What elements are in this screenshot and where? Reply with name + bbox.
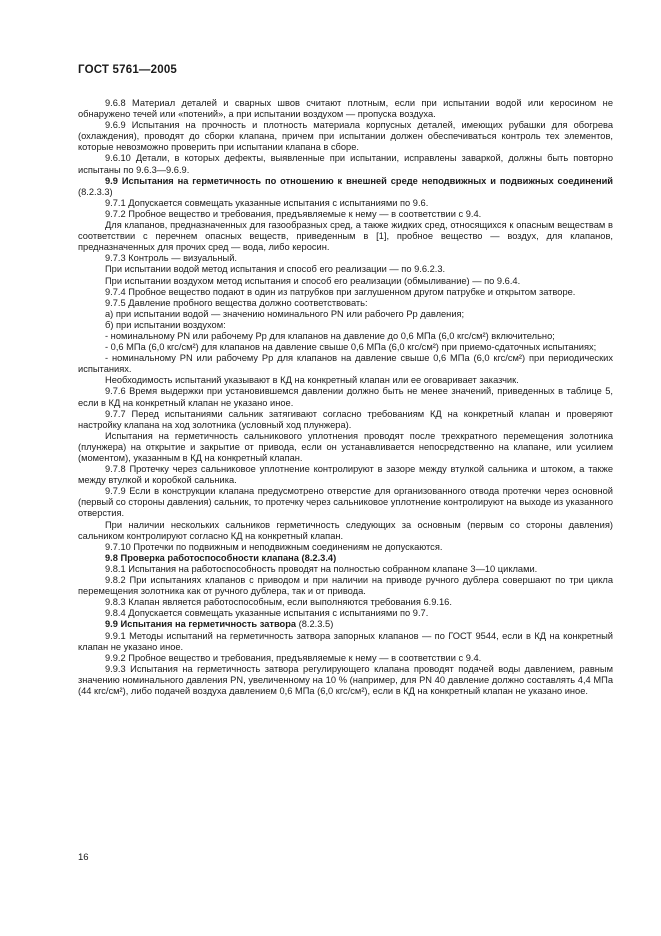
- paragraph: [78, 653, 613, 664]
- paragraph-text: 9.7.9 Если в конструкции клапана предусмотрено отверстие для организованного отвода протечки через основной (первый со стороны давления) сальник, то протечку через сальниковое уплотнение контролируют на выходе из указанного отверстия.: [78, 486, 613, 519]
- paragraph: [78, 486, 613, 519]
- paragraph-text: - 0,6 МПа (6,0 кгс/см²) для клапанов на давление свыше 0,6 МПа (6,0 кгс/см²) при приемо-сдаточных испытаниях;: [105, 342, 597, 353]
- paragraph-text: 9.8.4 Допускается совмещать указанные испытания с испытаниями по 9.7.: [105, 608, 429, 619]
- paragraph: [78, 253, 613, 264]
- section-heading: [78, 619, 613, 630]
- paragraph-text: 9.7.8 Протечку через сальниковое уплотнение контролируют в зазоре между втулкой сальника и штоком, а также между втулкой и коробкой сальника.: [78, 464, 613, 486]
- paragraph-text: 9.9.3 Испытания на герметичность затвора регулирующего клапана проводят подачей воды давлением, равным значению номинального давления PN, увеличенному на 10 % (например, для PN 40 давление должно составлять 4,4 МПа (44 кгс/см²), либо подачей воздуха давлением 0,6 МПа (6,0 кгс/см²), если в КД на конкретный клапан не указано иное.: [78, 663, 613, 696]
- paragraph: [78, 309, 613, 320]
- paragraph: [78, 98, 613, 120]
- paragraph: [78, 608, 613, 619]
- section-reference: (8.2.3.3): [78, 186, 113, 197]
- paragraph-text: 9.7.5 Давление пробного вещества должно соответствовать:: [105, 297, 368, 308]
- paragraph: [78, 264, 613, 275]
- paragraph: [78, 597, 613, 608]
- paragraph: [78, 520, 613, 542]
- paragraph-text: 9.9.2 Пробное вещество и требования, предъявляемые к нему — в соответствии с 9.4.: [105, 652, 482, 663]
- page-number: 16: [78, 852, 89, 863]
- paragraph-text: 9.8.2 При испытаниях клапанов с приводом и при наличии на приводе ручного дублера совершают по три цикла перемещения золотника как от ручного дублера, так и от привода.: [78, 575, 613, 597]
- paragraph: [78, 631, 613, 653]
- paragraph-text: б) при испытании воздухом:: [105, 319, 226, 330]
- paragraph-text: 9.8.1 Испытания на работоспособность проводят на полностью собранном клапане 3—10 циклами.: [105, 563, 538, 574]
- paragraph: [78, 575, 613, 597]
- paragraph-text: 9.7.7 Перед испытаниями сальник затягивают согласно требованиям КД на конкретный клапан и проверяют настройку клапана на ход золотника (условный ход плунжера).: [78, 408, 613, 430]
- paragraph-text: 9.7.2 Пробное вещество и требования, предъявляемые к нему — в соответствии с 9.4.: [105, 208, 482, 219]
- paragraph-text: 9.9 Испытания на герметичность по отношению к внешней среде неподвижных и подвижных соединений: [105, 175, 613, 186]
- paragraph: [78, 198, 613, 209]
- paragraph-text: 9.6.10 Детали, в которых дефекты, выявленные при испытании, исправлены заваркой, должны быть повторно испытаны по 9.6.3—9.6.9.: [78, 153, 613, 175]
- paragraph: [78, 409, 613, 431]
- paragraph-text: 9.7.6 Время выдержки при установившемся давлении должно быть не менее значений, приведенных в таблице 5, если в КД на конкретный клапан не указано иное.: [78, 386, 613, 408]
- paragraph: [78, 153, 613, 175]
- paragraph: [78, 342, 613, 353]
- paragraph-text: 9.9 Испытания на герметичность затвора: [105, 619, 297, 630]
- paragraph: [78, 331, 613, 342]
- paragraph: [78, 209, 613, 220]
- section-heading: [78, 553, 613, 564]
- paragraph: [78, 276, 613, 287]
- paragraph-text: Испытания на герметичность сальникового уплотнения проводят после трехкратного перемещения золотника (плунжера) на открытие и закрытие от привода, если он устанавливается непосредственно на клапане, или усилием (моментом), указанным в КД на конкретный клапан.: [78, 430, 613, 463]
- paragraph-text: 9.7.10 Протечки по подвижным и неподвижным соединениям не допускаются.: [105, 541, 443, 552]
- paragraph-text: Необходимость испытаний указывают в КД на конкретный клапан или ее оговаривает заказчик.: [105, 375, 519, 386]
- paragraph-text: 9.9.1 Методы испытаний на герметичность затвора запорных клапанов — по ГОСТ 9544, если в КД на конкретный клапан не указано иное.: [78, 630, 613, 652]
- paragraph: [78, 375, 613, 386]
- paragraph: [78, 464, 613, 486]
- paragraph-text: 9.7.4 Пробное вещество подают в один из патрубков при заглушенном другом патрубке и открытом затворе.: [105, 286, 576, 297]
- paragraph-text: 9.8.3 Клапан является работоспособным, если выполняются требования 6.9.16.: [105, 597, 452, 608]
- paragraph: [78, 664, 613, 697]
- paragraph-text: При наличии нескольких сальников герметичность следующих за основным (первым со стороны давления) сальником контролируют согласно КД на конкретный клапан.: [78, 519, 613, 541]
- paragraph-text: При испытании воздухом метод испытания и способ его реализации (обмыливание) — по 9.6.4.: [105, 275, 521, 286]
- section-reference: (8.2.3.5): [296, 619, 334, 630]
- paragraph: [78, 564, 613, 575]
- document-body: [78, 98, 613, 697]
- paragraph-text: а) при испытании водой — значению номинального PN или рабочего Pр давления;: [105, 308, 465, 319]
- paragraph-text: Для клапанов, предназначенных для газообразных сред, а также жидких сред, относящихся к опасным веществам в соответствии с перечнем опасных веществ, приведенным в [1], пробное вещество — воздух, для клапанов, предназначенных для прочих сред — вода, либо керосин.: [78, 220, 613, 253]
- paragraph-text: 9.7.1 Допускается совмещать указанные испытания с испытаниями по 9.6.: [105, 197, 429, 208]
- paragraph: [78, 386, 613, 408]
- paragraph: [78, 320, 613, 331]
- paragraph-text: 9.6.9 Испытания на прочность и плотность материала корпусных деталей, имеющих рубашки для обогрева (охлаждения), проводят до сборки клапана, причем при испытании должен обеспечиваться контроль тех элементов, которые невозможно проверить при испытании клапана в сборе.: [78, 120, 613, 153]
- paragraph-text: - номинальному PN или рабочему Pр для клапанов на давление свыше 0,6 МПа (6,0 кгс/см²) при периодических испытаниях.: [78, 353, 613, 375]
- paragraph-text: 9.8 Проверка работоспособности клапана (8.2.3.4): [105, 552, 337, 563]
- paragraph-text: 9.6.8 Материал деталей и сварных швов считают плотным, если при испытании водой или керосином не обнаружено течей или «потений», а при испытании воздухом — пропуска воздуха.: [78, 98, 613, 120]
- paragraph: [78, 287, 613, 298]
- paragraph: [78, 120, 613, 153]
- paragraph: [78, 431, 613, 464]
- paragraph-text: 9.7.3 Контроль — визуальный.: [105, 253, 237, 264]
- section-heading: [78, 176, 613, 198]
- paragraph: [78, 298, 613, 309]
- paragraph: [78, 353, 613, 375]
- document-header: ГОСТ 5761—2005: [78, 64, 178, 76]
- paragraph-text: - номинальному PN или рабочему Pр для клапанов на давление до 0,6 МПа (6,0 кгс/см²) включительно;: [105, 330, 555, 341]
- paragraph: [78, 220, 613, 253]
- paragraph: [78, 542, 613, 553]
- paragraph-text: При испытании водой метод испытания и способ его реализации — по 9.6.2.3.: [105, 264, 446, 275]
